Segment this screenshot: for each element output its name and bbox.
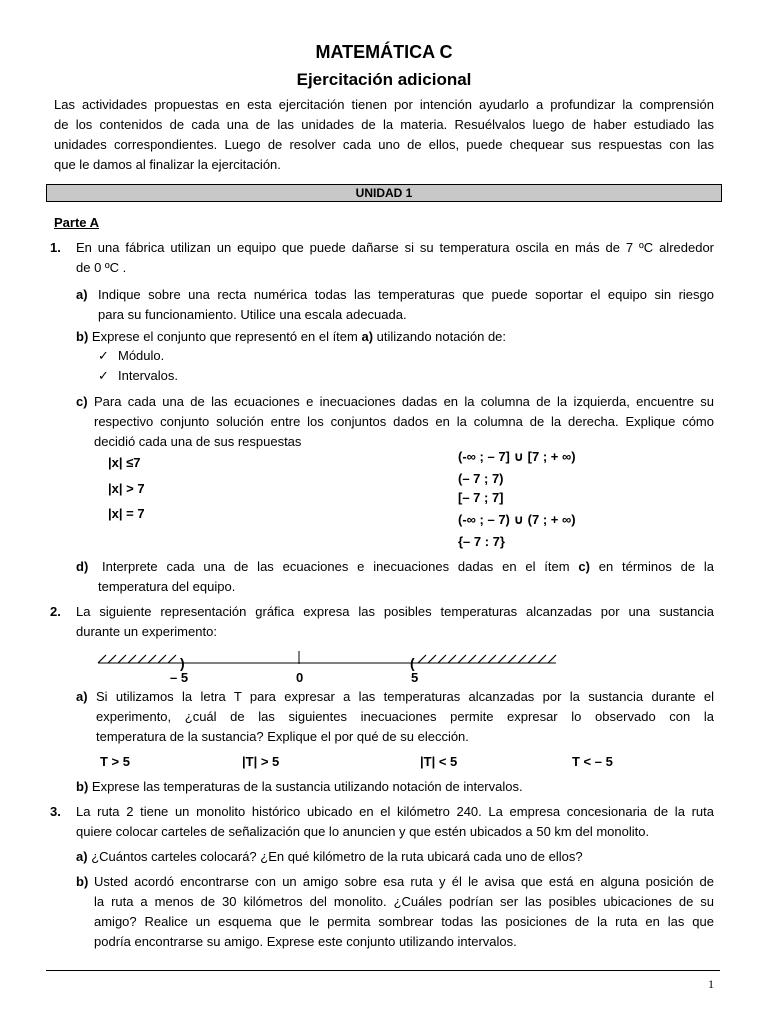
solution-set: {– 7 : 7}	[458, 534, 505, 549]
statement-line: de 0 ºC .	[76, 260, 127, 275]
inequation-option: T < – 5	[572, 754, 613, 769]
unit-header: UNIDAD 1	[46, 184, 722, 202]
item-text: ¿Cuántos carteles colocará? ¿En qué kilómetro de la ruta ubicará cada uno de ellos?	[91, 849, 583, 864]
open-bracket-right: )	[180, 655, 185, 671]
option-text: Intervalos.	[118, 368, 178, 383]
item-line: temperatura del equipo.	[98, 579, 236, 594]
item-1c-text	[94, 392, 714, 452]
item-line: amigo? Realice un esquema que le permita sombrear todas las posiciones de la ruta en las que	[94, 914, 714, 929]
statement-line: durante un experimento:	[76, 624, 217, 639]
statement-line: La siguiente representación gráfica expresa las posibles temperaturas alcanzadas por una sustancia	[76, 604, 714, 619]
solution-set: (-∞ ; – 7] ∪ [7 ; + ∞)	[458, 449, 576, 464]
equation-left: |x| ≤7	[108, 455, 141, 470]
item-line: Usted acordó encontrarse con un amigo sobre esa ruta y él le avisa que está en alguna posición de	[94, 874, 714, 889]
statement-line: En una fábrica utilizan un equipo que puede dañarse si su temperatura oscila en más de 7 ºC alrededor	[76, 240, 714, 255]
item-text: en términos de la	[589, 559, 715, 574]
equation-left: |x| > 7	[108, 481, 145, 496]
option-text: Módulo.	[118, 348, 165, 363]
item-label: b)	[76, 874, 89, 889]
item-label: d)	[76, 559, 89, 574]
item-text: utilizando notación de:	[373, 329, 507, 344]
tick-label: 0	[296, 670, 304, 685]
inequation-option: T > 5	[100, 754, 130, 769]
item-label: a)	[76, 287, 88, 302]
item-line: Si utilizamos la letra T para expresar a las temperaturas alcanzadas por la sustancia durante el	[96, 689, 714, 704]
exercise-3-statement	[76, 802, 714, 842]
item-1b-text	[76, 327, 506, 347]
item-1a-text	[98, 285, 714, 325]
footer-divider	[46, 970, 720, 971]
part-label: Parte A	[54, 215, 100, 230]
exercise-number: 2.	[50, 604, 61, 619]
item-line: podría encontrarse su amigo. Exprese este conjunto utilizando intervalos.	[94, 934, 517, 949]
tick-label: – 5	[170, 670, 189, 685]
checkmark-icon: ✓	[98, 368, 109, 383]
item-line: respectivo conjunto solución entre los conjuntos dados en la columna de la derecha. Explique cómo	[94, 414, 714, 429]
statement-line: quiere colocar carteles de señalización que lo anuncien y que estén ubicados a 50 km del monolito.	[76, 824, 650, 839]
item-2b-text	[76, 777, 523, 797]
check-option	[98, 346, 164, 366]
intro-line: unidades correspondientes. Luego de resolver cada uno de ellos, puede chequear sus respuestas con las	[54, 137, 714, 152]
solution-set: (– 7 ; 7)	[458, 471, 504, 486]
page-number: 1	[708, 977, 714, 991]
item-line: la ruta a menos de 30 kilómetros del monolito. ¿Cuáles podrían ser las posibles ubicaciones de su	[94, 894, 714, 909]
intro-paragraph	[54, 95, 714, 175]
intro-line: que le damos al finalizar la ejercitación.	[54, 157, 281, 172]
item-label: a)	[76, 689, 88, 704]
item-line: decidió cada una de sus respuestas	[94, 434, 302, 449]
exercise-2-statement	[76, 602, 714, 642]
inequation-option: |T| > 5	[242, 754, 280, 769]
solution-set: [– 7 ; 7]	[458, 490, 504, 505]
equation-left: |x| = 7	[108, 506, 145, 521]
item-line: Para cada una de las ecuaciones e inecuaciones dadas en la columna de la izquierda, encuentre su	[94, 394, 714, 409]
item-2a-text	[96, 687, 714, 747]
item-label: a)	[76, 849, 88, 864]
inequation-option: |T| < 5	[420, 754, 458, 769]
solution-set: (-∞ ; – 7) ∪ (7 ; + ∞)	[458, 512, 576, 527]
item-line: temperatura de la sustancia? Explique el por qué de su elección.	[96, 729, 469, 744]
checkmark-icon: ✓	[98, 348, 109, 363]
exercise-1-statement	[76, 238, 714, 278]
check-option	[98, 366, 178, 386]
number-line-figure	[0, 648, 768, 688]
item-label: b)	[76, 329, 89, 344]
item-text: Exprese el conjunto que representó en el ítem	[91, 329, 362, 344]
item-ref: a)	[361, 329, 374, 344]
page-title: MATEMÁTICA C	[315, 42, 453, 62]
intro-line: Las actividades propuestas en esta ejercitación tienen por intención ayudarlo a profundizar la comprensión	[54, 97, 714, 112]
exercise-number: 1.	[50, 240, 61, 255]
item-text: Interprete cada una de las ecuaciones e inecuaciones dadas en el ítem	[102, 559, 579, 574]
item-3a-text	[76, 847, 583, 867]
item-1d-text	[98, 557, 715, 597]
item-line: Indique sobre una recta numérica todas las temperaturas que puede soportar el equipo sin riesgo	[98, 287, 714, 302]
item-text: Exprese las temperaturas de la sustancia utilizando notación de intervalos.	[91, 779, 523, 794]
item-label: c)	[76, 394, 88, 409]
right-hatched-region	[418, 655, 556, 663]
item-line: experimento, ¿cuál de las siguientes inecuaciones permite expresar lo observado con la	[96, 709, 714, 724]
item-ref: c)	[578, 559, 590, 574]
item-label: b)	[76, 779, 89, 794]
item-line: para su funcionamiento. Utilice una escala adecuada.	[98, 307, 407, 322]
statement-line: La ruta 2 tiene un monolito histórico ubicado en el kilómetro 240. La empresa concesionaria de la ruta	[76, 804, 714, 819]
intro-line: de los contenidos de cada una de las unidades de la materia. Resuélvalos luego de haber estudiado las	[54, 117, 714, 132]
open-bracket-left: (	[410, 655, 415, 671]
exercise-number: 3.	[50, 804, 61, 819]
page-subtitle: Ejercitación adicional	[296, 70, 472, 89]
tick-label: 5	[411, 670, 419, 685]
item-3b-text	[94, 872, 714, 952]
left-hatched-region	[98, 655, 176, 663]
